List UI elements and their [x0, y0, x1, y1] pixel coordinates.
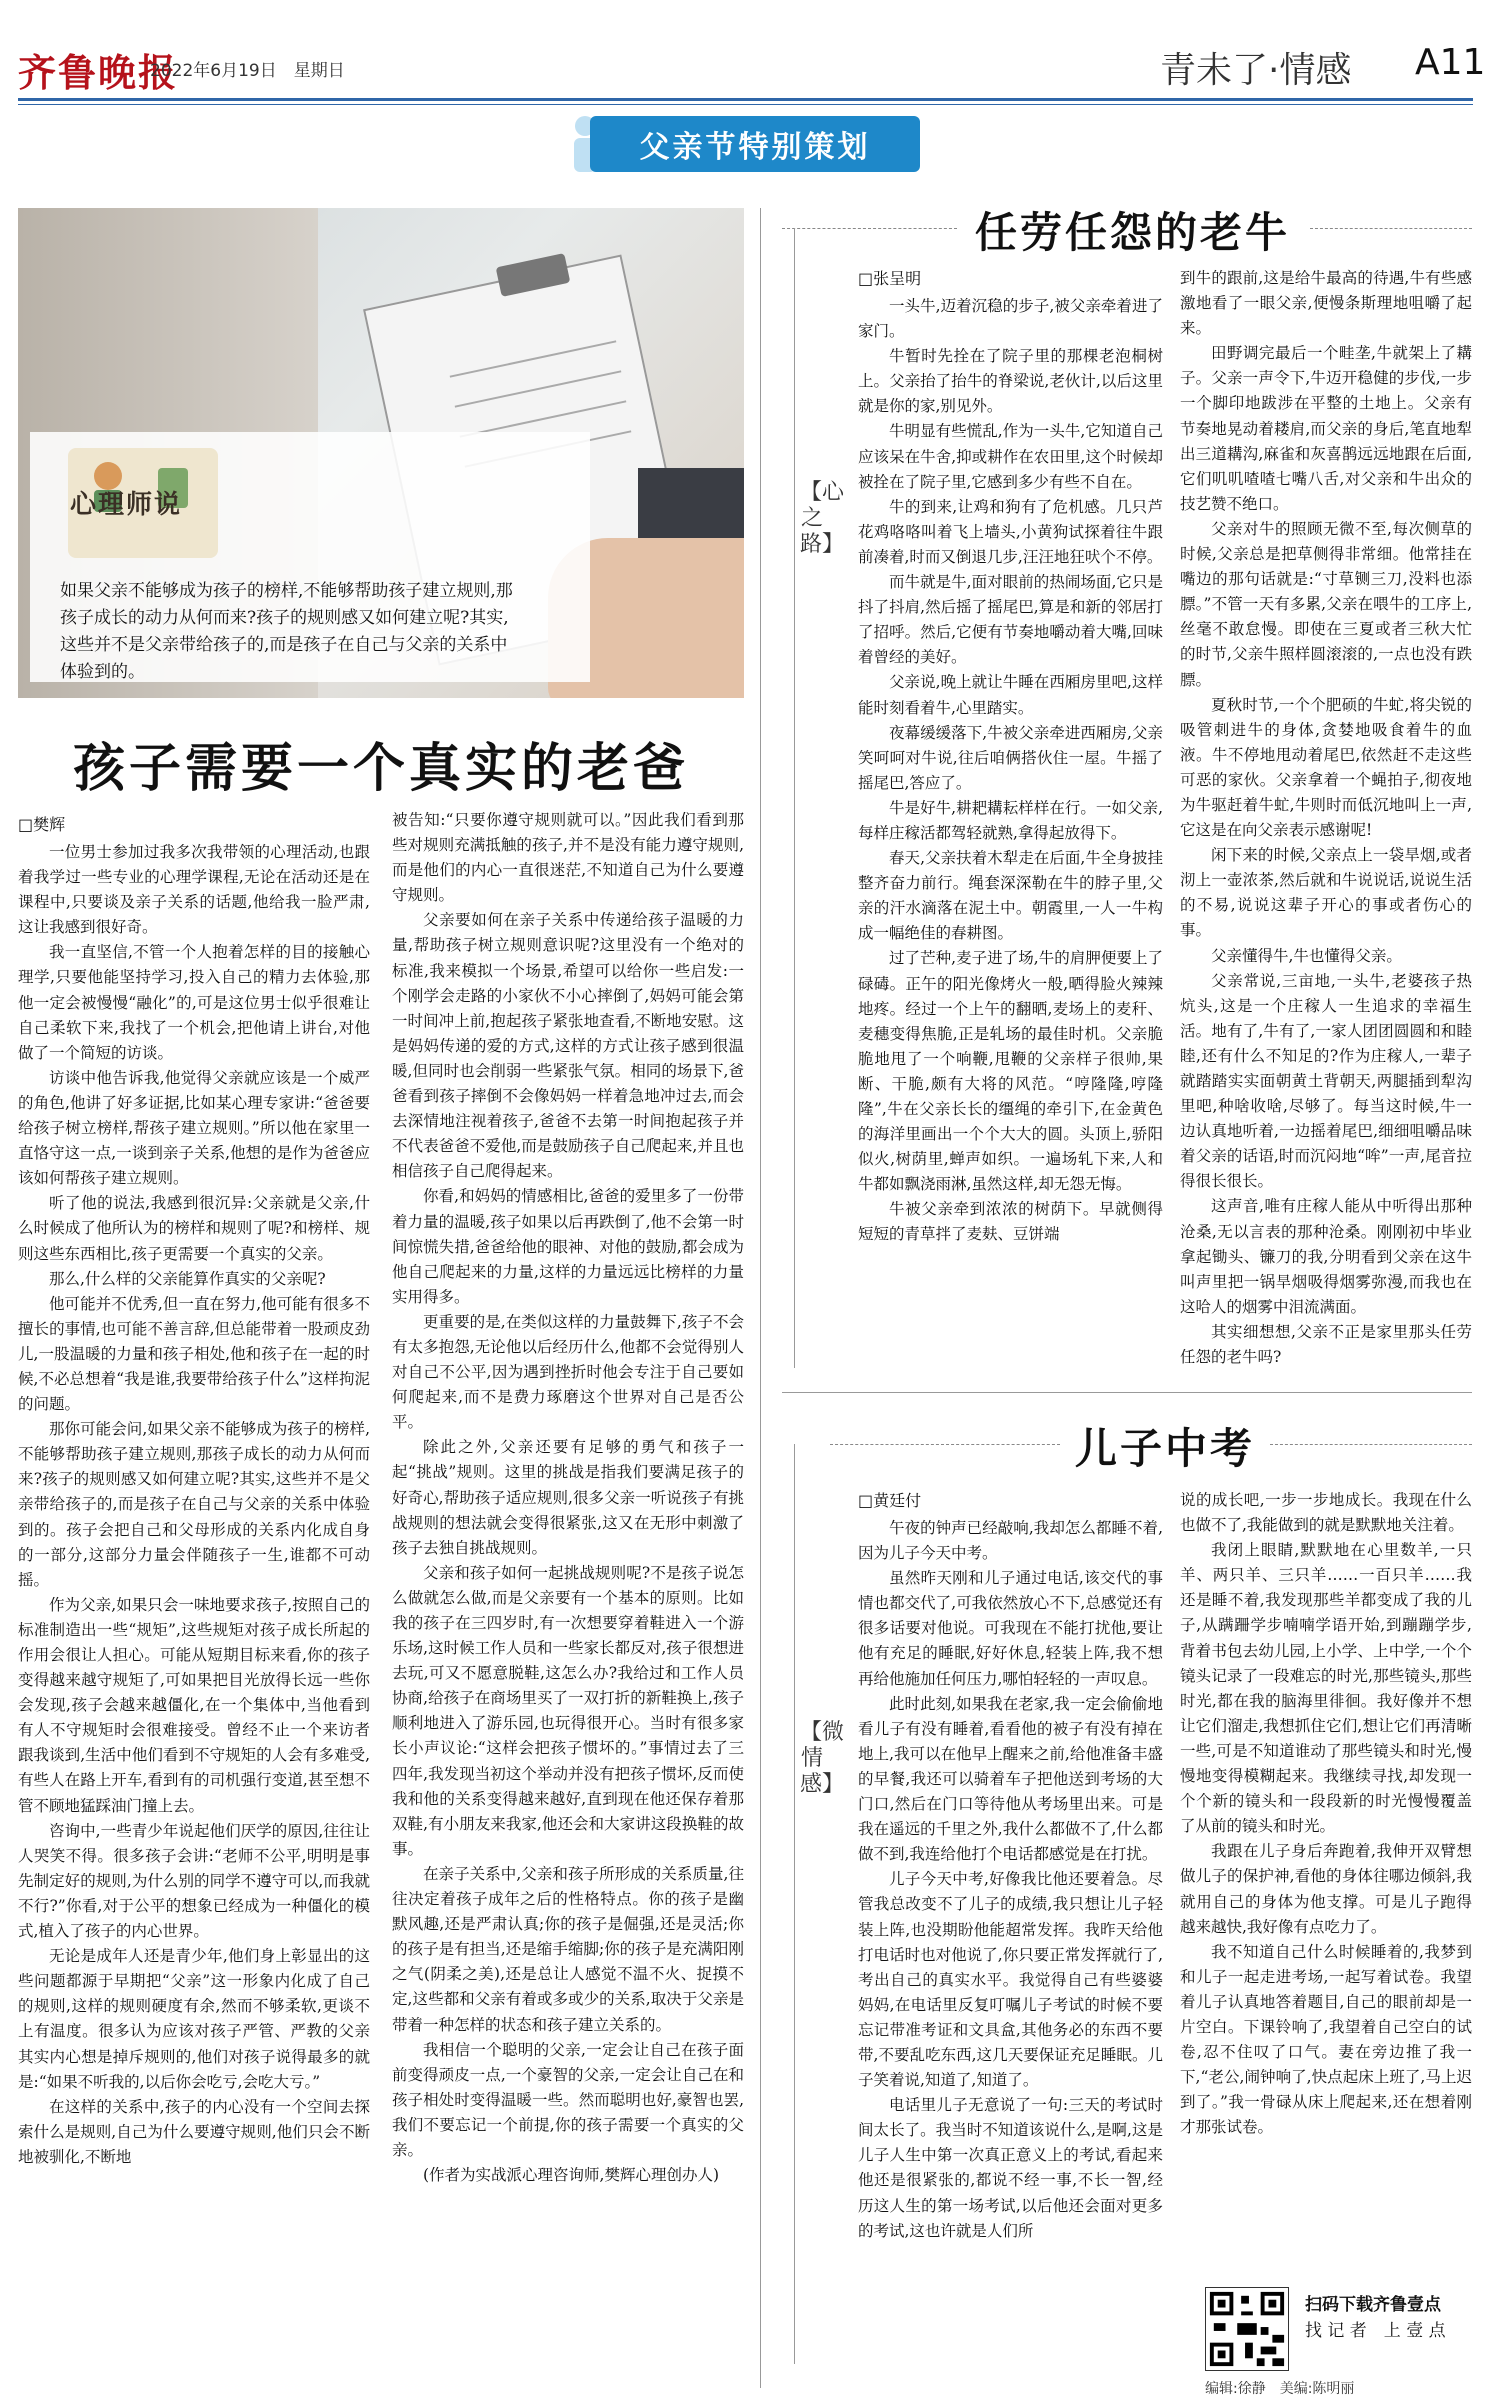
paragraph: 父亲和孩子如何一起挑战规则呢?不是孩子说怎么做就怎么做,而是父亲要有一个基本的原则。比如我的孩子在三四岁时,有一次想要穿着鞋进入一个游乐场,这时候工作人员和一些家长都反对,孩子很想进去玩,可又不愿意脱鞋,这怎么办?我给过和工作人员协商,给孩子在商场里买了一双打折的新鞋换上,孩子顺利地进入了游乐园,也玩得很开心。当时有很多家长小声议论:“这样会把孩子惯坏的。”事情过去了三四年,我发现当初这个举动并没有把孩子惯坏,反而使我和他的关系变得越来越好,直到现在他还保存着那双鞋,有小朋友来我家,他还会和大家讲这段换鞋的故事。 [392, 1563, 744, 1858]
son-byline: □黄廷付 [858, 1491, 922, 1510]
paragraph: 说的成长吧,一步一步地成长。我现在什么也做不了,我能做到的就是默默地关注着。 [1180, 1491, 1472, 1535]
paragraph: 父亲懂得牛,牛也懂得父亲。 [1211, 946, 1402, 965]
paragraph: 他可能并不优秀,但一直在努力,他可能有很多不擅长的事情,也可能不善言辞,但总能带着一股顽皮劲儿,一股温暖的力量和孩子相处,他和孩子在一起的时候,不必总想着“我是谁,我要带给孩子什么”这样拘泥的问题。 [18, 1294, 370, 1414]
paragraph: 父亲常说,三亩地,一头牛,老婆孩子热炕头,这是一个庄稼人一生追求的幸福生活。地有了,牛有了,一家人团团圆圆和和睦睦,还有什么不知足的?作为庄稼人,一辈子就踏踏实实面朝黄土背朝天,两腿插到犁沟里吧,种啥收啥,尽够了。每当这时候,牛一边认真地听着,一边摇着尾巴,细细咀嚼品味着父亲的话语,时而沉闷地“哞”一声,尾音拉得很长很长。 [1180, 971, 1472, 1191]
column-divider [760, 208, 761, 2388]
ox-column-tag: 【心之路】 [800, 480, 845, 557]
main-byline: □樊辉 [18, 815, 66, 834]
special-feature-banner: 父亲节特别策划 [590, 116, 920, 172]
masthead-rule-thin [18, 104, 1473, 105]
paragraph: 而牛就是牛,面对眼前的热闹场面,它只是抖了抖肩,然后摇了摇尾巴,算是和新的邻居打了招呼。然后,它便有节奏地嚼动着大嘴,回味着曾经的美好。 [858, 573, 1163, 667]
paragraph: 一头牛,迈着沉稳的步子,被父亲牵着进了家门。 [858, 297, 1163, 341]
paragraph: 到牛的跟前,这是给牛最高的待遇,牛有些感激地看了一眼父亲,便慢条斯理地咀嚼了起来。 [1180, 269, 1472, 338]
paragraph: 被告知:“只要你遵守规则就可以。”因此我们看到那些对规则充满抵触的孩子,并不是没有能力遵守规则,而是他们的内心一直很迷茫,不知道自己为什么要遵守规则。 [392, 811, 744, 905]
paragraph: 牛被父亲牵到浓浓的树荫下。早就侧得短短的青草拌了麦麸、豆饼端 [858, 1200, 1163, 1244]
section-name: 青未了·情感 [1160, 50, 1352, 91]
paragraph: 我相信一个聪明的父亲,一定会让自己在孩子面前变得顽皮一点,一个豪智的父亲,一定会让自己在和孩子相处时变得温暖一些。然而聪明也好,豪智也罢,我们不要忘记一个前提,你的孩子需要一个真实的父亲。 [392, 2040, 744, 2159]
paragraph: 牛是好牛,耕耙耩耘样样在行。一如父亲,每样庄稼活都驾轻就熟,拿得起放得下。 [858, 798, 1163, 842]
ox-article-title: 任劳任怨的老牛 [974, 208, 1290, 257]
paragraph: 在亲子关系中,父亲和孩子所形成的关系质量,往往决定着孩子成年之后的性格特点。你的孩子是幽默风趣,还是严肃认真;你的孩子是倔强,还是灵活;你的孩子是有担当,还是缩手缩脚;你的孩子是充满阳刚之气(阴柔之美),还是总让人感觉不温不火、捉摸不定,这些都和父亲有着或多或少的关系,取决于父亲是带着一种怎样的状态和孩子建立关系的。 [392, 1864, 744, 2034]
paragraph: 牛的到来,让鸡和狗有了危机感。几只芦花鸡咯咯叫着飞上墙头,小黄狗试探着往牛跟前凑着,时而又倒退几步,汪汪地狂吠个不停。 [858, 497, 1163, 566]
main-article-column-2 [392, 808, 744, 2390]
paragraph: 父亲说,晚上就让牛睡在西厢房里吧,这样能时刻看着牛,心里踏实。 [858, 673, 1163, 717]
qr-code-icon[interactable] [1205, 2287, 1289, 2371]
paragraph: 更重要的是,在类似这样的力量鼓舞下,孩子不会有太多抱怨,无论他以后经历什么,他都不会觉得别人对自己不公平,因为遇到挫折时他会专注于自己要如何爬起来,而不是费力琢磨这个世界对自己是否公平。 [392, 1312, 744, 1432]
son-article-column-2 [1180, 1488, 1472, 2278]
paragraph: 电话里儿子无意说了一句:三天的考试时间太长了。我当时不知道该说什么,是啊,这是儿子人生中第一次真正意义上的考试,看起来他还是很紧张的,都说不经一事,不长一智,经历这人生的第一场考试,以后他还会面对更多的考试,这也许就是人们所 [858, 2096, 1163, 2240]
paragraph: 午夜的钟声已经敲响,我却怎么都睡不着,因为儿子今天中考。 [858, 1519, 1163, 1563]
qr-caption [1305, 2292, 1446, 2344]
ox-tag-rule [794, 228, 795, 1368]
son-tag-rule [794, 1444, 795, 2364]
title-rule-right [1270, 1444, 1472, 1445]
paragraph: 访谈中他告诉我,他觉得父亲就应该是一个威严的角色,他讲了好多证据,比如某心理专家讲:“爸爸要给孩子树立榜样,帮孩子建立规则。”所以他在家里一直恪守这一点,一谈到亲子关系,他想的是作为爸爸应该如何帮孩子建立规则。 [18, 1068, 370, 1188]
paragraph: 春天,父亲扶着木犁走在后面,牛全身披挂整齐奋力前行。绳套深深勒在牛的脖子里,父亲的汗水滴落在泥土中。朝霞里,一人一牛构成一幅绝佳的春耕图。 [858, 849, 1163, 943]
paragraph: 听了他的说法,我感到很沉异:父亲就是父亲,什么时候成了他所认为的榜样和规则了呢?和榜样、规则这些东西相比,孩子更需要一个真实的父亲。 [18, 1194, 370, 1263]
paragraph: 你看,和妈妈的情感相比,爸爸的爱里多了一份带着力量的温暖,孩子如果以后再跌倒了,他不会第一时间惊慌失措,爸爸给他的眼神、对他的鼓励,都会成为他自己爬起来的力量,这样的力量远远比榜样的力量实用得多。 [392, 1187, 744, 1306]
main-article-column-1 [18, 840, 370, 2390]
main-headline: 孩子需要一个真实的老爸 [72, 738, 689, 799]
son-column-tag: 【微情感】 [800, 1720, 845, 1797]
qr-line-2: 找 记 者 上 壹 点 [1305, 2321, 1446, 2341]
photo-caption: 如果父亲不能够成为孩子的榜样,不能够帮助孩子建立规则,那孩子成长的动力从何而来?孩子的规则感又如何建立呢?其实,这些并不是父亲带给孩子的,而是孩子在自己与父亲的关系中体验到的。 [60, 581, 513, 682]
paragraph: 此时此刻,如果我在老家,我一定会偷偷地看儿子有没有睡着,看看他的被子有没有掉在地上,我可以在他早上醒来之前,给他准备丰盛的早餐,我还可以骑着车子把他送到考场的大门口,然后在门口等待他从考场里出来。可是我在遥远的千里之外,我什么都做不了,什么都做不到,我连给他打个电话都感觉是在打扰。 [858, 1694, 1163, 1864]
paragraph: 夜幕缓缓落下,牛被父亲牵进西厢房,父亲笑呵呵对牛说,往后咱俩搭伙住一屋。牛摇了摇尾巴,答应了。 [858, 723, 1163, 792]
paragraph: 父亲要如何在亲子关系中传递给孩子温暖的力量,帮助孩子树立规则意识呢?这里没有一个绝对的标准,我来模拟一个场景,希望可以给你一些启发:一个刚学会走路的小家伙不小心摔倒了,妈妈可能会第一时间冲上前,抱起孩子紧张地查看,不断地安慰。这是妈妈传递的爱的方式,这样的方式让孩子感到很温暖,但同时也会削弱一些紧张气氛。相同的场景下,爸爸看到孩子摔倒不会像妈妈一样着急地冲过去,而会去深情地注视着孩子,爸爸不去第一时间抱起孩子并不代表爸爸不爱他,而是鼓励孩子自己爬起来,并且也相信孩子自己爬得起来。 [392, 911, 744, 1181]
paragraph: 夏秋时节,一个个肥硕的牛虻,将尖锐的吸管刺进牛的身体,贪婪地吸食着牛的血液。牛不停地甩动着尾巴,依然赶不走这些可恶的家伙。父亲拿着一个蝇拍子,彻夜地为牛驱赶着牛虻,牛则时而低沉地叫上一声,它这是在向父亲表示感谢呢! [1180, 695, 1472, 840]
son-article-title: 儿子中考 [1074, 1424, 1255, 1473]
paragraph: 父亲对牛的照顾无微不至,每次侧草的时候,父亲总是把草侧得非常细。他常挂在嘴边的那句话就是:“寸草铡三刀,没料也添膘。”不管一天有多累,父亲在喂牛的工序上,丝毫不敢怠慢。即使在三夏或者三秋大忙的时节,父亲牛照样圆滚滚的,一点也没有跌膘。 [1180, 519, 1472, 689]
paragraph: 我不知道自己什么时候睡着的,我梦到和儿子一起走进考场,一起写着试卷。我望着儿子认真地答着题目,自己的眼前却是一片空白。下课铃响了,我望着自己空白的试卷,忍不住叹了口气。妻在旁边推了我一下,“老公,闹钟响了,快点起床上班了,马上迟到了。”我一骨碌从床上爬起来,还在想着刚才那张试卷。 [1180, 1942, 1472, 2137]
paragraph: 咨询中,一些青少年说起他们厌学的原因,往往让人哭笑不得。很多孩子会讲:“老师不公平,明明是事先制定好的规则,为什么别的同学不遵守可以,而我就不行?”你看,对于公平的想象已经成为一种僵化的模式,植入了孩子的内心世界。 [18, 1821, 370, 1941]
ox-article-column-2 [1180, 266, 1472, 1374]
paragraph: 其实细想想,父亲不正是家里那头任劳任怨的老牛吗? [1180, 1322, 1472, 1367]
paragraph: 在这样的关系中,孩子的内心没有一个空间去探索什么是规则,自己为什么要遵守规则,他们只会不断地被驯化,不断地 [18, 2097, 370, 2166]
paragraph: 这声音,唯有庄稼人能从中听得出那种沧桑,无以言表的那种沧桑。刚刚初中毕业拿起锄头、镰刀的我,分明看到父亲在这牛叫声里把一锅旱烟吸得烟雾弥漫,而我也在这哈人的烟雾中泪流满面。 [1180, 1197, 1472, 1316]
paragraph: 过了芒种,麦子进了场,牛的肩胛便要上了碌碡。正午的阳光像烤火一般,晒得脸火辣辣地疼。经过一个上午的翻晒,麦场上的麦秆、麦穗变得焦脆,正是轧场的最佳时机。父亲脆脆地甩了一个响鞭,甩鞭的父亲样子很帅,果断、干脆,颇有大将的风范。“哼隆隆,哼隆隆”,牛在父亲长长的缰绳的牵引下,在金黄色的海洋里画出一个个大大的圆。头顶上,骄阳似火,树荫里,蝉声如织。一遍场轧下来,人和牛都如飘浇雨淋,虽然这样,却无怨无悔。 [858, 949, 1163, 1194]
paragraph: 虽然昨天刚和儿子通过电话,该交代的事情也都交代了,可我依然放心不下,总感觉还有很多话要对他说。可我现在不能打扰他,要让他有充足的睡眠,好好休息,轻装上阵,我不想再给他施加任何压力,哪怕轻轻的一声叹息。 [858, 1569, 1163, 1688]
son-article-column-1 [858, 1516, 1163, 2390]
ox-byline: □张呈明 [858, 269, 922, 288]
newspaper-logo: 齐鲁晚报 [18, 50, 179, 95]
paragraph: 我闭上眼睛,默默地在心里数羊,一只羊、两只羊、三只羊……一百只羊……我还是睡不着,我发现那些羊都变成了我的儿子,从蹒跚学步喃喃学语开始,到蹦蹦学步,背着书包去幼儿园,上小学、上中学,一个个镜头记录了一段难忘的时光,那些镜头,那些时光,都在我的脑海里徘徊。我好像并不想让它们溜走,我想抓住它们,想让它们再清晰一些,可是不知道谁动了那些镜头和时光,慢慢地变得模糊起来。我继续寻找,却发现一个个新的镜头和一段段新的时光慢慢覆盖了从前的镜头和时光。 [1180, 1541, 1472, 1836]
title-rule-left [782, 228, 957, 229]
ox-article-column-1 [858, 294, 1163, 1374]
paragraph: 我一直坚信,不管一个人抱着怎样的目的接触心理学,只要他能坚持学习,投入自己的精力去体验,那他一定会被慢慢“融化”的,可是这位男士似乎很难让自己柔软下来,我找了一个机会,把他请上讲台,对他做了一个简短的访谈。 [18, 943, 370, 1062]
paragraph: (作者为实战派心理咨询师,樊辉心理创办人) [423, 2166, 720, 2185]
paragraph: 牛暂时先拴在了院子里的那棵老泡桐树上。父亲抬了抬牛的脊梁说,老伙计,以后这里就是你的家,别见外。 [858, 347, 1163, 416]
paragraph: 无论是成年人还是青少年,他们身上彰显出的这些问题都源于早期把“父亲”这一形象内化成了自己的规则,这样的规则硬度有余,然而不够柔软,更谈不上有温度。很多认为应该对孩子严管、严教的父亲其实内心想是掉斥规则的,他们对孩子说得最多的就是:“如果不听我的,以后你会吃亏,会吃大亏。” [18, 1947, 370, 2091]
masthead-rule [18, 98, 1473, 101]
paragraph: 一位男士参加过我多次我带领的心理活动,也跟着我学过一些专业的心理学课程,无论在活动还是在课程中,只要谈及亲子关系的话题,他给我一脸严肃,这让我感到很好奇。 [18, 843, 370, 937]
page-number: A11 [1415, 42, 1486, 83]
paragraph: 作为父亲,如果只会一味地要求孩子,按照自己的标准制造出一些“规矩”,这些规矩对孩子成长所起的作用会很让人担心。可能从短期目标来看,你的孩子变得越来越守规矩了,可如果把目光放得长远一些你会发现,孩子会越来越僵化,在一个集体中,当他看到有人不守规矩时会很难接受。曾经不止一个来访者跟我谈到,生活中他们看到不守规矩的人会有多难受,有些人在路上开车,看到有的司机强行变道,甚至想不管不顾地猛踩油门撞上去。 [18, 1595, 370, 1815]
title-rule-right [1310, 228, 1472, 229]
paragraph: 除此之外,父亲还要有足够的勇气和孩子一起“挑战”规则。这里的挑战是指我们要满足孩子的好奇心,帮助孩子适应规则,很多父亲一听说孩子有挑战规则的想法就会变得很紧张,这又在无形中刺激了孩子去独自挑战规则。 [392, 1438, 744, 1557]
paragraph: 那你可能会问,如果父亲不能够成为孩子的榜样,不能够帮助孩子建立规则,那孩子成长的动力从何而来?孩子的规则感又如何建立呢?其实,这些并不是父亲带给孩子的,而是孩子在自己与父亲的关系中体验到的。孩子会把自己和父母形成的关系内化成自身的一部分,这部分力量会伴随孩子一生,谁都不可动摇。 [18, 1420, 370, 1589]
paragraph: 闲下来的时候,父亲点上一袋旱烟,或者沏上一壶浓茶,然后就和牛说说话,说说生活的不易,说说这辈子开心的事或者伤心的事。 [1180, 846, 1472, 940]
paragraph: 儿子今天中考,好像我比他还要着急。尽管我总改变不了儿子的成绩,我只想让儿子轻装上阵,也没期盼他能超常发挥。我昨天给他打电话时也对他说了,你只要正常发挥就行了,考出自己的真实水平。我觉得自己有些婆婆妈妈,在电话里反复叮嘱儿子考试的时候不要忘记带准考证和文具盒,其他务必的东西不要带,不要乱吃东西,这几天要保证充足睡眠。儿子笑着说,知道了,知道了。 [858, 1870, 1163, 2090]
article-separator [782, 1392, 1472, 1393]
issue-date: 2022年6月19日 星期日 [150, 61, 345, 81]
qr-line-1: 扫码下载齐鲁壹点 [1305, 2295, 1441, 2315]
column-badge-label: 心理师说 [70, 490, 183, 520]
title-rule-left [830, 1444, 1060, 1445]
editor-credit: 编辑:徐静 美编:陈明丽 [1205, 2381, 1355, 2397]
paragraph: 田野调完最后一个畦垄,牛就架上了耩子。父亲一声令下,牛迈开稳健的步伐,一步一个脚印地跋涉在平整的土地上。父亲有节奏地晃动着耧肩,而父亲的身后,笔直地犁出三道耩沟,麻雀和灰喜鹊远远地跟在后面,它们叽叽喳喳七嘴八舌,对父亲和牛出众的技艺赞不绝口。 [1180, 344, 1472, 513]
paragraph: 牛明显有些慌乱,作为一头牛,它知道自己应该呆在牛舍,抑或耕作在农田里,这个时候却被拴在了院子里,它感到多少有些不自在。 [858, 422, 1163, 491]
paragraph: 那么,什么样的父亲能算作真实的父亲呢? [49, 1269, 326, 1288]
paragraph: 我跟在儿子身后奔跑着,我伸开双臂想做儿子的保护神,看他的身体往哪边倾斜,我就用自己的身体为他支撑。可是儿子跑得越来越快,我好像有点吃力了。 [1180, 1842, 1472, 1936]
